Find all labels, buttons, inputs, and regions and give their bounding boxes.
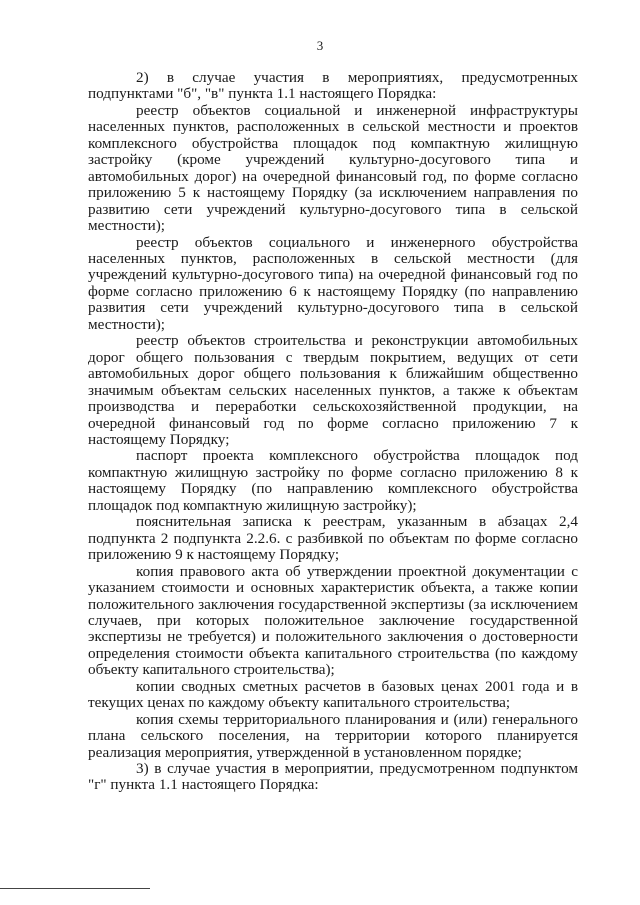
paragraph-legal-act-copy: копия правового акта об утверждении проектной документации с указанием стоимости и основных характеристик объекта, а также копии положительного заключения государственной экспертизы (за исключением случаев, при которых положительное заключение государственной экспертизы не требуется) и положительного заключения о достоверности определения стоимости объекта капитального строительства (по каждому объекту капитального строительства); [88,562,578,679]
paragraph-clause-3-intro: 3) в случае участия в мероприятии, предусмотренном подпунктом "г" пункта 1.1 настоящего Порядка: [88,760,578,794]
document-body [88,70,578,794]
page-number: 3 [316,38,324,53]
footnote-rule [0,888,150,889]
paragraph-cultural-facilities-registry: реестр объектов социального и инженерного обустройства населенных пунктов, расположенных в сельской местности (для учреждений культурно-досугового типа) на очередной финансовый год по форме согласно приложению 6 к настоящему Порядку (по направлению развития сети учреждений культурно-досугового типа в сельской местности); [88,233,578,333]
paragraph-clause-2-intro: 2) в случае участия в мероприятиях, предусмотренных подпунктами "б", "в" пункта 1.1 настоящего Порядка: [88,69,578,103]
paragraph-infrastructure-registry: реестр объектов социальной и инженерной инфраструктуры населенных пунктов, расположенных в сельской местности и проектов комплексного обустройства площадок под компактную жилищную застройку (кроме учреждений культурно-досугового типа и автомобильных дорог) на очередной финансовый год, по форме согласно приложению 5 к настоящему Порядку (за исключением направления по развитию сети учреждений культурно-досугового типа в сельской местности); [88,101,578,235]
paragraph-explanatory-note: пояснительная записка к реестрам, указанным в абзацах 2,4 подпункта 2 подпункта 2.2.6. с разбивкой по объектам по форме согласно приложению 9 к настоящему Порядку; [88,513,578,564]
paragraph-estimate-copies: копии сводных сметных расчетов в базовых ценах 2001 года и в текущих ценах по каждому объекту капитального строительства; [88,677,578,712]
paragraph-project-passport: паспорт проекта комплексного обустройства площадок под компактную жилищную застройку по форме согласно приложению 8 к настоящему Порядку (по направлению комплексного обустройства площадок под компактную жилищную застройку); [88,447,578,514]
paragraph-planning-scheme-copy: копия схемы территориального планирования и (или) генерального плана сельского поселения, на территории которого планируется реализация мероприятия, утвержденной в установленном порядке; [88,710,578,761]
paragraph-roads-registry: реестр объектов строительства и реконструкции автомобильных дорог общего пользования с твердым покрытием, ведущих от сети автомобильных дорог общего пользования к ближайшим общественно значимым объектам сельских населенных пунктов, а также к объектам производства и переработки сельскохозяйственной продукции, на очередной финансовый год по форме согласно приложению 7 к настоящему Порядку; [88,332,578,448]
